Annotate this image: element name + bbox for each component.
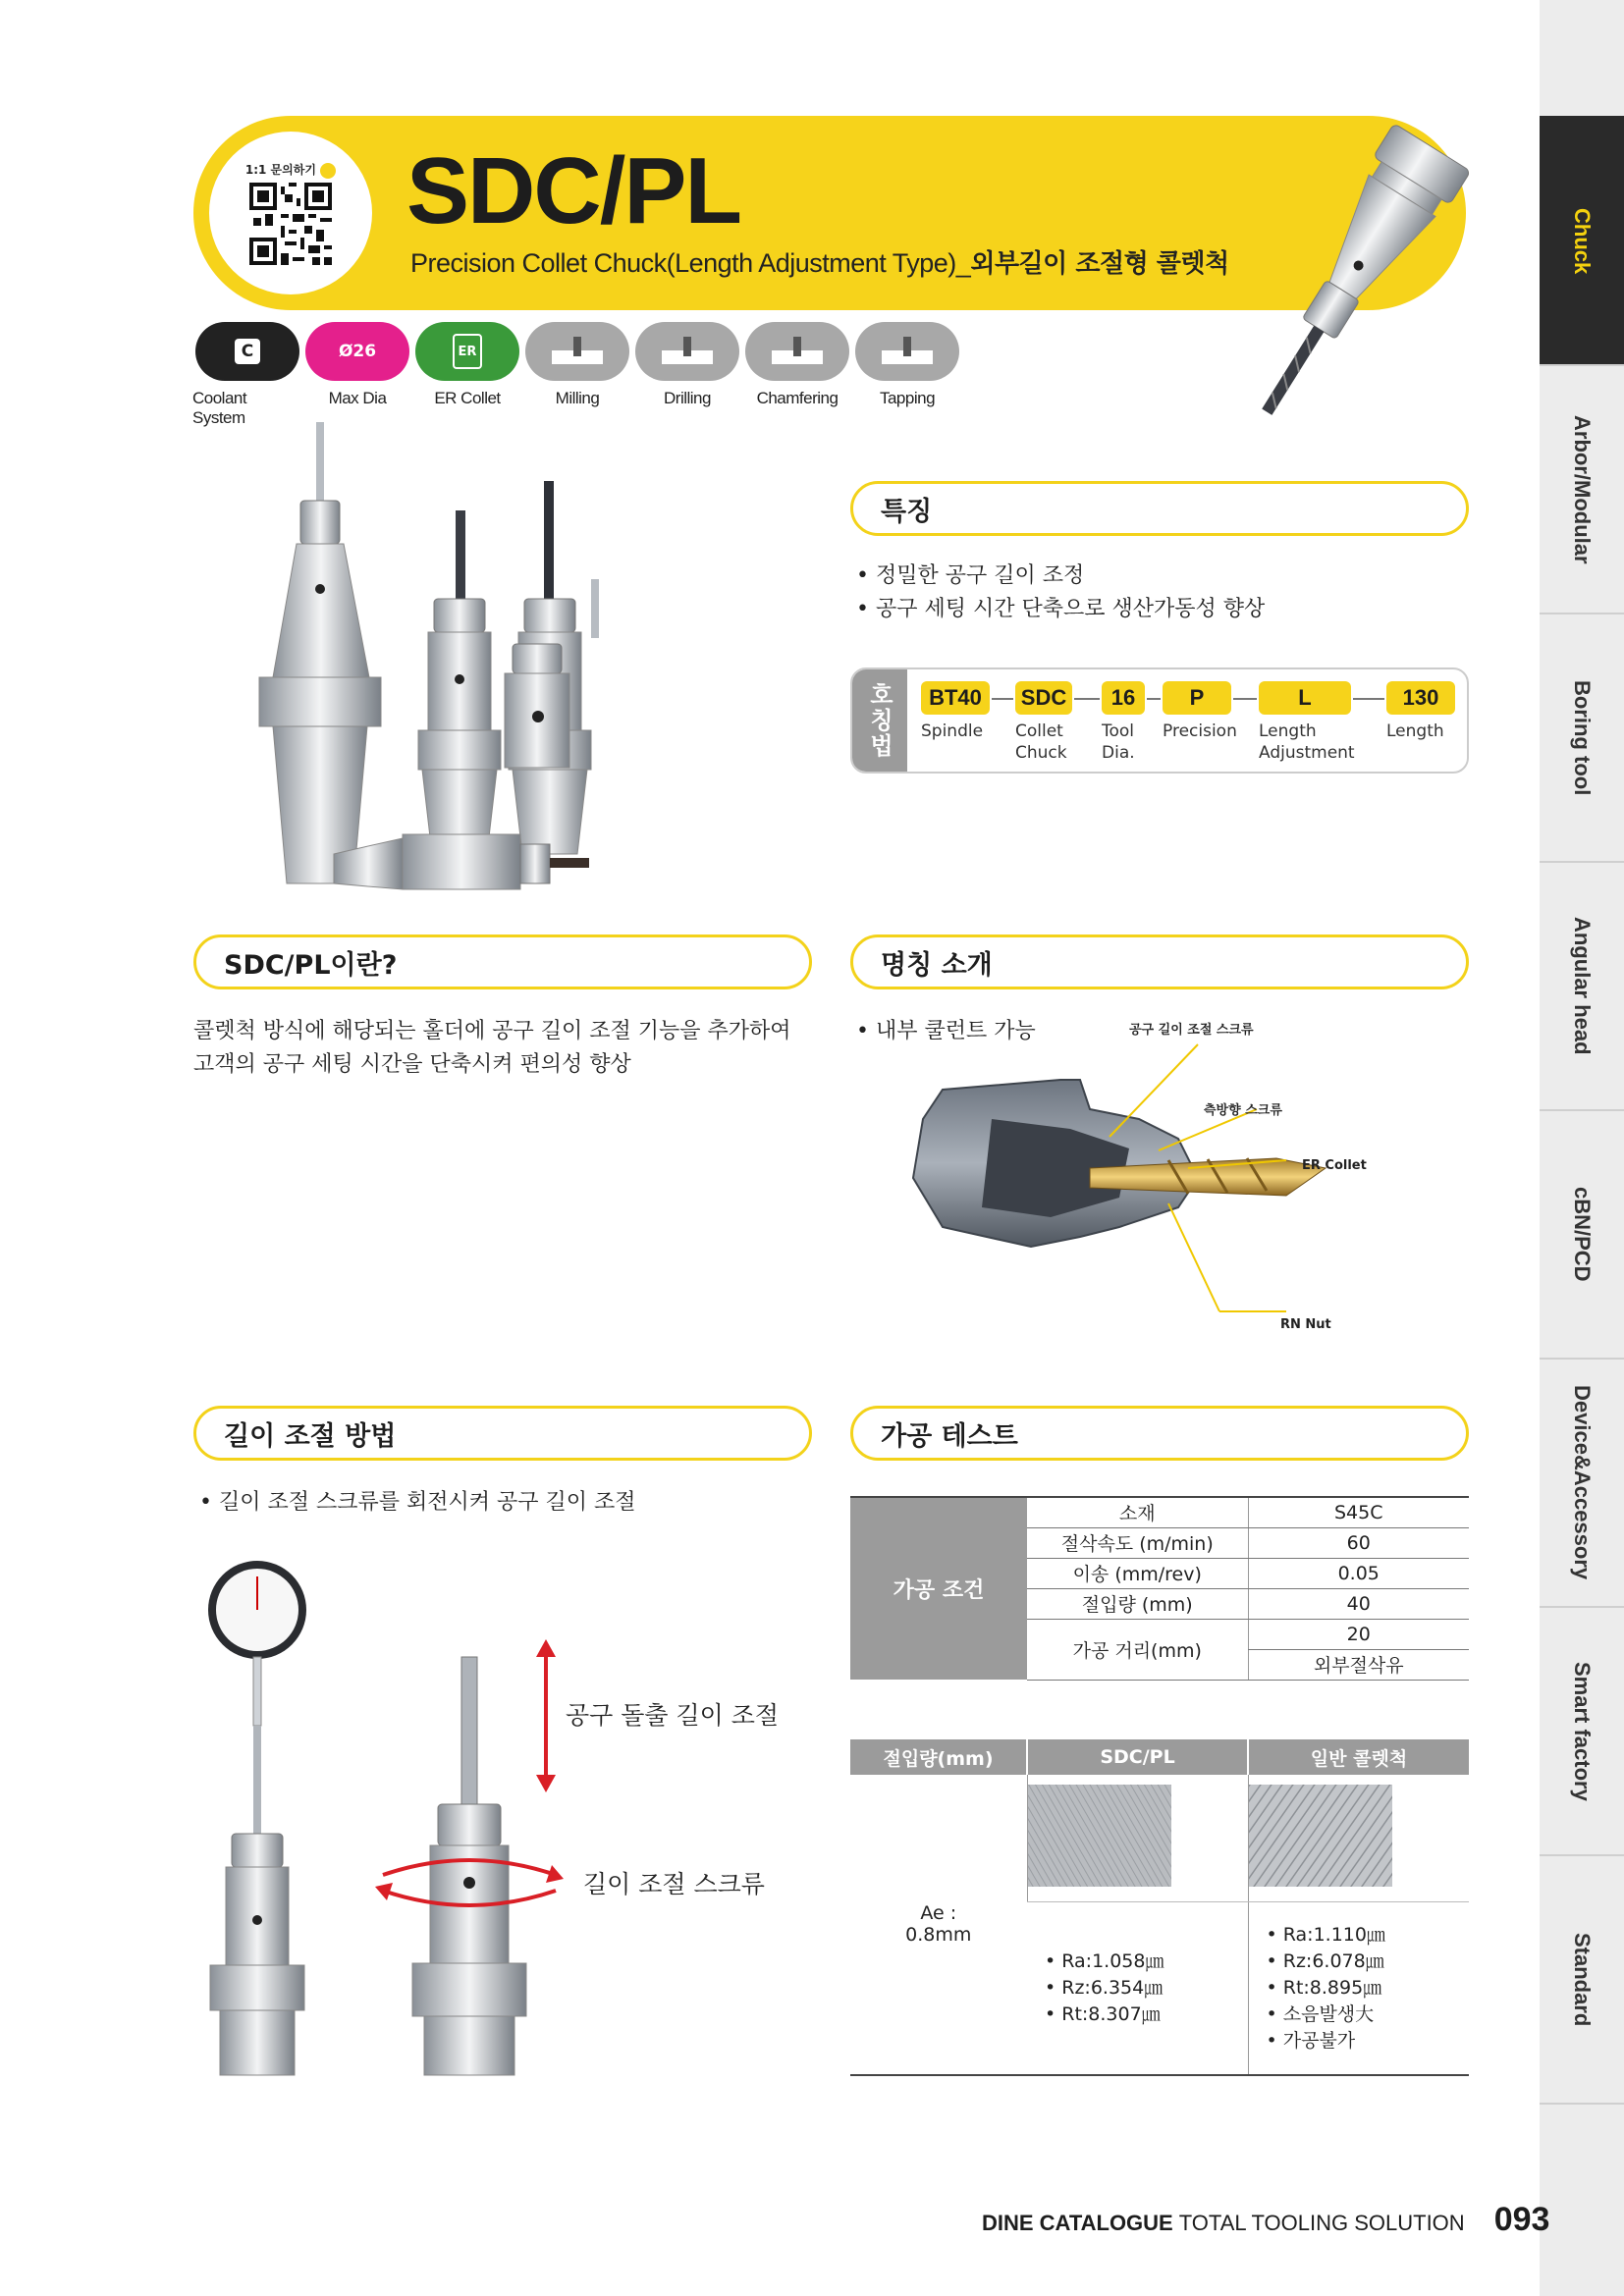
naming-code-4 xyxy=(1259,681,1355,764)
page-number: 093 xyxy=(1493,2201,1550,2238)
feature-milling xyxy=(522,322,632,428)
normal-results-cell xyxy=(1248,1902,1469,2075)
side-tab-label: Device&Accessory xyxy=(1570,1385,1595,1580)
sdc-surface-image xyxy=(1028,1785,1171,1887)
about-line-1: 콜렛척 방식에 해당되는 홀더에 공구 길이 조절 기능을 추가하여 xyxy=(193,1019,791,1043)
side-tab-arbor-modular[interactable] xyxy=(1540,364,1624,613)
side-tab-standard[interactable] xyxy=(1540,1854,1624,2103)
result-item: • Ra:1.058㎛ xyxy=(1045,1949,1248,1975)
drilling-icon xyxy=(635,322,739,381)
feature-drilling xyxy=(632,322,742,428)
condition-head: 가공 조건 xyxy=(850,1497,1027,1680)
feature-label: ER Collet xyxy=(434,389,501,407)
result-header-depth: 절입량(mm) xyxy=(850,1739,1027,1775)
feature-bullet-2: • 공구 세팅 시간 단축으로 생산가동성 향상 xyxy=(856,597,1266,621)
side-tab-label: cBN/PCD xyxy=(1570,1187,1595,1282)
naming-code-chip: SDC xyxy=(1015,681,1072,715)
callout-length-screw: 공구 길이 조절 스크류 xyxy=(1129,1023,1254,1038)
naming-code-3 xyxy=(1163,681,1237,742)
side-tab-boring-tool[interactable] xyxy=(1540,613,1624,861)
naming-code-0 xyxy=(921,681,990,742)
adjust-bullet: • 길이 조절 스크류를 회전시켜 공구 길이 조절 xyxy=(199,1490,636,1515)
feature-er-collet xyxy=(412,322,522,428)
sdc-results-list xyxy=(1027,1949,1248,2028)
condition-name: 이송 (mm/rev) xyxy=(1027,1558,1248,1588)
side-tab-label: Smart factory xyxy=(1570,1661,1595,1801)
feature-tapping xyxy=(852,322,962,428)
naming-code-desc: Tool Dia. xyxy=(1102,721,1135,763)
parts-bullet: • 내부 쿨런트 가능 xyxy=(856,1019,1036,1043)
adjust-illustration xyxy=(196,1551,609,2081)
feature-label: Max Dia xyxy=(328,389,387,407)
result-header-normal: 일반 콜렛척 xyxy=(1248,1739,1469,1775)
naming-code-desc: Precision xyxy=(1163,721,1237,741)
callout-rn-nut: RN Nut xyxy=(1280,1317,1331,1332)
naming-code-chip: L xyxy=(1259,681,1351,715)
side-strip-bottom xyxy=(1540,2103,1624,2296)
product-subtitle: Precision Collet Chuck(Length Adjustment Type)_외부길이 조절형 콜렛척 xyxy=(410,248,1229,279)
coolant-icon xyxy=(195,322,299,381)
side-strip xyxy=(1540,0,1624,116)
feature-label: Coolant System xyxy=(192,389,247,427)
side-tab-label: Chuck xyxy=(1570,207,1595,275)
result-item: • Rz:6.354㎛ xyxy=(1045,1975,1248,2002)
about-section-title: SDC/PL이란? xyxy=(193,934,812,989)
sdc-results-cell xyxy=(1027,1902,1248,2075)
result-item: • 가공불가 xyxy=(1267,2028,1470,2055)
condition-row xyxy=(850,1497,1469,1527)
condition-name: 가공 거리(mm) xyxy=(1027,1619,1248,1680)
side-tab-smart-factory[interactable] xyxy=(1540,1606,1624,1854)
naming-code-chip: BT40 xyxy=(921,681,990,715)
result-item: • Ra:1.110㎛ xyxy=(1267,1922,1470,1949)
condition-name: 절입량 (mm) xyxy=(1027,1588,1248,1619)
product-photo-group xyxy=(245,422,697,893)
feature-label: Milling xyxy=(555,389,600,407)
naming-code-chip: P xyxy=(1163,681,1231,715)
naming-code-dash xyxy=(1233,698,1257,700)
footer-brand: DINE CATALOGUE xyxy=(982,2211,1173,2235)
chat-icon xyxy=(320,163,336,179)
feature-bullet-1: • 정밀한 공구 길이 조정 xyxy=(856,563,1085,588)
naming-code-desc: Collet Chuck xyxy=(1015,721,1067,763)
naming-code-box xyxy=(850,667,1469,774)
result-item: • 소음발생大 xyxy=(1267,2002,1470,2028)
naming-code-dash xyxy=(1147,698,1161,700)
side-tab-label: Angular head xyxy=(1570,917,1595,1055)
side-tab-label: Boring tool xyxy=(1570,679,1595,796)
naming-code-1 xyxy=(1015,681,1072,764)
callout-er-collet: ER Collet xyxy=(1302,1158,1367,1173)
feature-label: Drilling xyxy=(664,389,711,407)
normal-surface-image xyxy=(1249,1785,1392,1887)
naming-code-chip: 130 xyxy=(1386,681,1455,715)
footer xyxy=(982,2201,1549,2239)
naming-code-chip: 16 xyxy=(1102,681,1145,715)
qr-block[interactable] xyxy=(209,132,372,294)
max-dia-icon xyxy=(305,322,409,381)
tapping-icon xyxy=(855,322,959,381)
feature-icons xyxy=(192,322,962,428)
result-header-sdc: SDC/PL xyxy=(1027,1739,1248,1775)
feature-max-dia xyxy=(302,322,412,428)
result-depth-line-2: 0.8mm xyxy=(905,1924,972,1947)
side-tab-label: Standard xyxy=(1570,1932,1595,2027)
feature-badge: C xyxy=(235,339,260,364)
naming-code-label: 호칭법 xyxy=(852,669,907,772)
condition-name: 소재 xyxy=(1027,1497,1248,1527)
header-tool-image xyxy=(1149,110,1483,434)
feature-badge: ER xyxy=(453,334,482,369)
test-section-title: 가공 테스트 xyxy=(850,1406,1469,1461)
side-tab-angular-head[interactable] xyxy=(1540,861,1624,1109)
sdc-surface-cell xyxy=(1027,1775,1248,1902)
qr-code-icon[interactable] xyxy=(249,183,332,265)
normal-surface-cell xyxy=(1248,1775,1469,1902)
feature-chamfering xyxy=(742,322,852,428)
feature-badge: Ø26 xyxy=(338,342,377,361)
naming-code-dash xyxy=(992,698,1013,700)
naming-code-2 xyxy=(1102,681,1145,764)
result-item: • Rt:8.307㎛ xyxy=(1045,2002,1248,2028)
feature-coolant xyxy=(192,322,302,428)
result-item: • Rz:6.078㎛ xyxy=(1267,1949,1470,1975)
parts-section-title: 명칭 소개 xyxy=(850,934,1469,989)
naming-code-dash xyxy=(1353,698,1384,700)
result-depth-line-1: Ae : xyxy=(920,1902,957,1925)
adjust-label-screw: 길이 조절 스크류 xyxy=(583,1870,765,1898)
side-tab-chuck[interactable] xyxy=(1540,116,1624,364)
condition-value: 0.05 xyxy=(1248,1558,1469,1588)
footer-slogan: TOTAL TOOLING SOLUTION xyxy=(1178,2211,1465,2235)
naming-code-dash xyxy=(1074,698,1100,700)
milling-icon xyxy=(525,322,629,381)
condition-value: S45C xyxy=(1248,1497,1469,1527)
adjust-section-title: 길이 조절 방법 xyxy=(193,1406,812,1461)
condition-value: 60 xyxy=(1248,1527,1469,1558)
result-table xyxy=(850,1739,1469,2076)
condition-value: 40 xyxy=(1248,1588,1469,1619)
feature-label: Tapping xyxy=(879,389,936,407)
naming-code-desc: Length xyxy=(1386,721,1444,741)
condition-name: 절삭속도 (m/min) xyxy=(1027,1527,1248,1558)
chamfering-icon xyxy=(745,322,849,381)
result-item: • Rt:8.895㎛ xyxy=(1267,1975,1470,2002)
qr-label: 1:1 문의하기 xyxy=(245,161,336,179)
adjust-label-protrusion: 공구 돌출 길이 조절 xyxy=(566,1701,780,1730)
product-title: SDC/PL xyxy=(406,138,741,243)
side-tabs xyxy=(1540,116,1624,2103)
naming-code-desc: Length Adjustment xyxy=(1259,721,1355,763)
about-line-2: 고객의 공구 세팅 시간을 단축시켜 편의성 향상 xyxy=(193,1052,631,1077)
er-collet-icon xyxy=(415,322,519,381)
feature-label: Chamfering xyxy=(756,389,839,407)
side-tab-device-accessory[interactable] xyxy=(1540,1358,1624,1606)
callout-side-screw: 측방향 스크류 xyxy=(1204,1103,1282,1118)
condition-value: 20 xyxy=(1248,1619,1469,1649)
condition-table xyxy=(850,1496,1469,1681)
side-tab-label: Arbor/Modular xyxy=(1570,414,1595,564)
side-tab-cbn-pcd[interactable] xyxy=(1540,1109,1624,1358)
normal-results-list xyxy=(1249,1922,1470,2055)
features-section-title: 특징 xyxy=(850,481,1469,536)
cutaway-illustration xyxy=(874,1021,1384,1335)
naming-code-5 xyxy=(1386,681,1455,742)
naming-code-desc: Spindle xyxy=(921,721,984,741)
condition-value: 외부절삭유 xyxy=(1248,1649,1469,1680)
result-depth-cell xyxy=(850,1775,1027,2075)
